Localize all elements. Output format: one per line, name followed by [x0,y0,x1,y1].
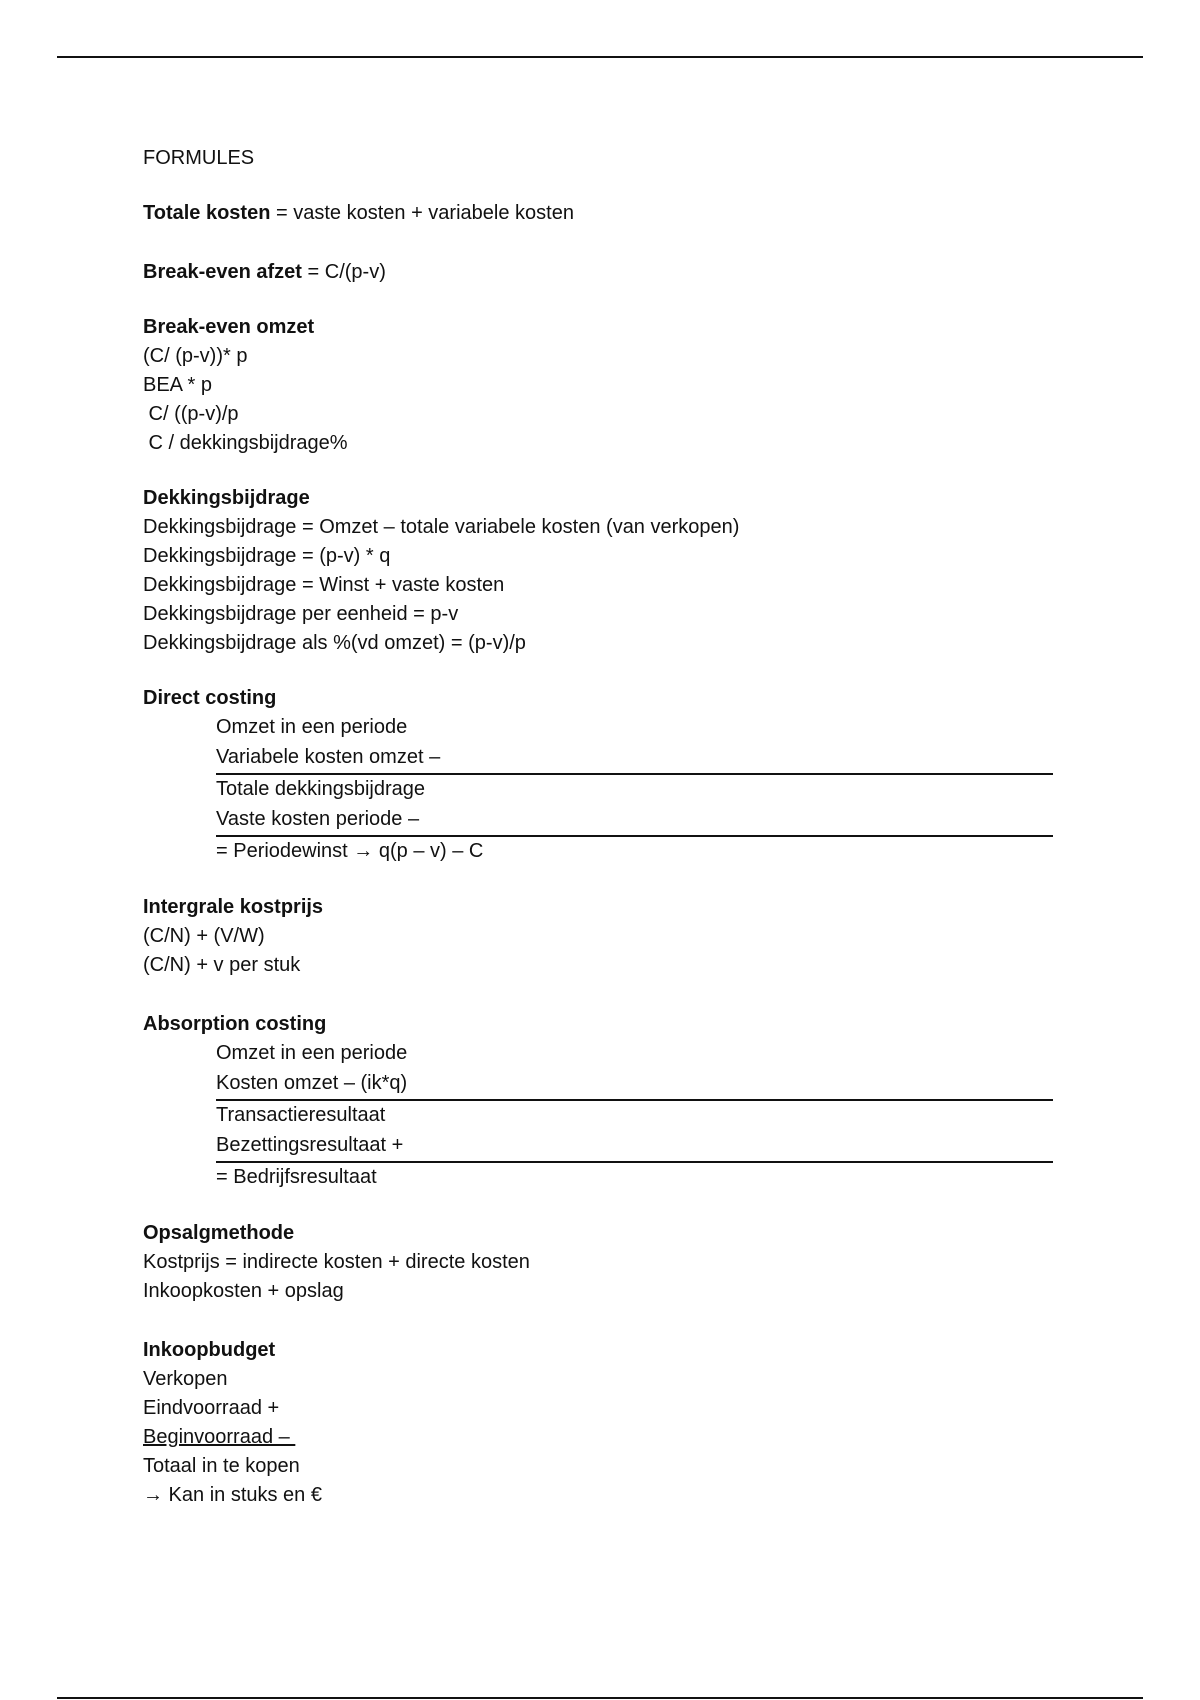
list-item: Beginvoorraad – [143,1426,296,1448]
formula-text: = C/(p-v) [301,261,386,283]
section-heading-direct-costing: Direct costing [143,687,277,709]
list-item: Verkopen [143,1368,228,1390]
calc-line: Vaste kosten periode – [216,805,1053,837]
section-heading-integrale-kostprijs: Intergrale kostprijs [143,896,324,918]
formula-totale-kosten [143,199,1063,228]
list-item: Dekkingsbijdrage = (p-v) * q [143,545,391,567]
calc-result: = Periodewinst → q(p – v) – C [216,840,484,862]
page-title: FORMULES [143,147,255,169]
list-item: BEA * p [143,374,212,396]
list-item: C/ ((p-v)/p [143,403,239,425]
list-item: Inkoopkosten + opslag [143,1280,344,1302]
list-item: → Kan in stuks en € [143,1484,322,1506]
formula-break-even-afzet [143,258,1063,287]
calc-line: Omzet in een periode [216,1042,408,1064]
list-item: (C/N) + (V/W) [143,925,265,947]
direct-costing-calculation [216,713,1053,867]
list-item: (C/N) + v per stuk [143,954,301,976]
calc-line: Totale dekkingsbijdrage [216,778,426,800]
formula-text: = vaste kosten + variabele kosten [270,202,574,224]
calc-line: Bezettingsresultaat + [216,1131,1053,1163]
list-item: (C/ (p-v))* p [143,345,248,367]
section-heading-inkoopbudget: Inkoopbudget [143,1339,276,1361]
formula-label: Totale kosten [143,202,271,224]
footer-rule [57,1697,1143,1699]
section-heading-dekkingsbijdrage: Dekkingsbijdrage [143,487,310,509]
section-heading-opsalgmethode: Opsalgmethode [143,1222,295,1244]
list-item: Dekkingsbijdrage = Omzet – totale variabele kosten (van verkopen) [143,516,740,538]
calc-line: Transactieresultaat [216,1104,386,1126]
calc-result: = Bedrijfsresultaat [216,1166,377,1188]
list-item: Eindvoorraad + [143,1397,280,1419]
list-item: Dekkingsbijdrage per eenheid = p-v [143,603,459,625]
calc-line: Omzet in een periode [216,716,408,738]
absorption-costing-calculation [216,1039,1053,1193]
calc-line: Kosten omzet – (ik*q) [216,1069,1053,1101]
list-item: Dekkingsbijdrage als %(vd omzet) = (p-v)/p [143,632,526,654]
list-item: Totaal in te kopen [143,1455,300,1477]
document-body [143,144,1063,1510]
list-item: C / dekkingsbijdrage% [143,432,348,454]
header-rule [57,56,1143,58]
section-heading-absorption-costing: Absorption costing [143,1013,327,1035]
list-item: Kostprijs = indirecte kosten + directe kosten [143,1251,530,1273]
formula-label: Break-even afzet [143,261,302,283]
section-heading-break-even-omzet: Break-even omzet [143,316,315,338]
list-item: Dekkingsbijdrage = Winst + vaste kosten [143,574,505,596]
calc-line: Variabele kosten omzet – [216,743,1053,775]
